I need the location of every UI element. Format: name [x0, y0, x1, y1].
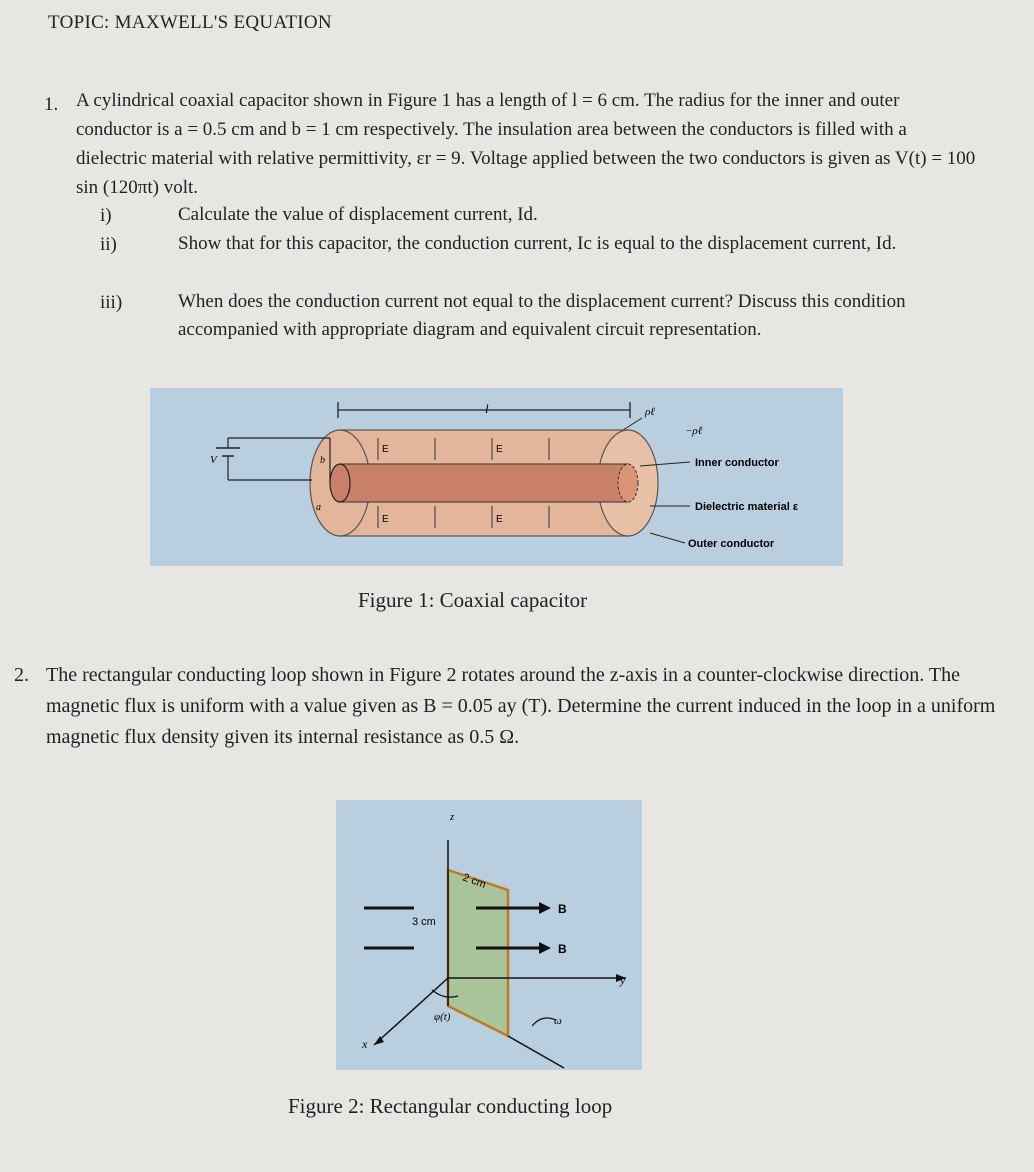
field-label-e3: E — [382, 514, 389, 525]
rho-right-label: −ρℓ — [685, 425, 703, 437]
question2-number: 2. — [14, 664, 29, 686]
field-label-e1: E — [382, 444, 389, 455]
omega-label: ω — [554, 1015, 562, 1027]
q1-part-iii-label: iii) — [100, 292, 123, 313]
inner-conductor-label: Inner conductor — [695, 457, 779, 469]
q1-part-iii-text: When does the conduction current not equal to the displacement current? Discuss this condition accompanied with appropriate diagram and equivalent circuit representation. — [178, 291, 906, 340]
z-axis-label: z — [450, 811, 455, 823]
conducting-loop — [448, 870, 508, 1036]
radius-a-label: a — [316, 502, 321, 513]
phi-label: φ(t) — [434, 1011, 451, 1023]
figure1-coaxial-capacitor — [150, 388, 843, 566]
dielectric-label: Dielectric material ε — [695, 501, 799, 513]
x-axis-label: x — [362, 1037, 368, 1051]
outer-conductor-label: Outer conductor — [688, 538, 775, 550]
field-label-e4: E — [496, 514, 503, 525]
voltage-label: V — [210, 454, 217, 466]
question2-text: The rectangular conducting loop shown in Figure 2 rotates around the z-axis in a counter-clockwise direction. The magnetic flux is uniform with a value given as B = 0.05 ay (T). Determine the current induced in the loop in a uniform magnetic flux density given its internal resistance as 0.5 Ω. — [46, 664, 996, 748]
rho-top-label: ρℓ — [645, 406, 655, 418]
topic-heading: TOPIC: MAXWELL'S EQUATION — [48, 12, 332, 33]
inner-conductor-rod — [340, 464, 628, 502]
figure1-caption: Figure 1: Coaxial capacitor — [358, 588, 588, 612]
figure2-caption: Figure 2: Rectangular conducting loop — [288, 1094, 613, 1118]
loop-width-label: 2 cm — [460, 871, 488, 891]
field-label-e2: E — [496, 444, 503, 455]
b-field-label-1: B — [558, 902, 567, 916]
q1-part-ii-text: Show that for this capacitor, the conduction current, Ic is equal to the displacement current, Id. — [178, 233, 897, 254]
figure2-rectangular-loop — [336, 800, 642, 1070]
q1-part-i-label: i) — [100, 205, 112, 226]
radius-b-label: b — [320, 455, 325, 466]
y-axis-label: y — [620, 973, 626, 987]
q1-part-i-text: Calculate the value of displacement current, Id. — [178, 204, 538, 225]
loop-height-label: 3 cm — [412, 916, 436, 928]
b-field-label-2: B — [558, 942, 567, 956]
q1-part-ii-label: ii) — [100, 234, 117, 255]
question1-text: A cylindrical coaxial capacitor shown in Figure 1 has a length of l = 6 cm. The radius for the inner and outer conductor is a = 0.5 cm and b = 1 cm respectively. The insulation area between the conductors is filled with a dielectric material with relative permittivity, εr = 9. Voltage applied between the two conductors is given as V(t) = 100 sin (120πt) volt. — [76, 90, 976, 198]
question1-number: 1. — [44, 94, 59, 115]
length-label: l — [485, 401, 489, 416]
